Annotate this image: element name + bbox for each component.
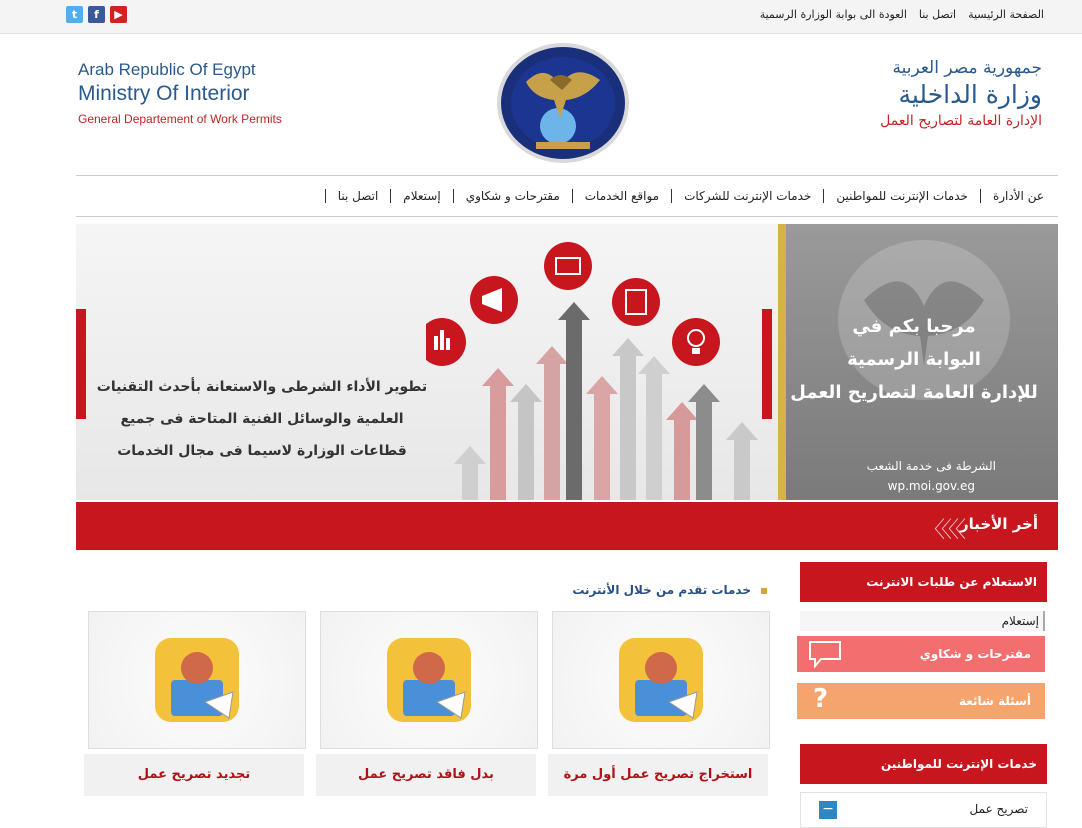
hero-text-line2: العلمية والوسائل الفنية المتاحة فى جميع — [120, 411, 404, 427]
contact-link[interactable]: اتصل بنا — [918, 8, 957, 21]
service-card-new[interactable] — [552, 611, 770, 797]
ar-ministry-name: وزارة الداخلية — [898, 80, 1042, 109]
nav-suggestions[interactable]: مقترحات و شكاوي — [453, 189, 572, 203]
nav-company-services[interactable]: خدمات الإنترنت للشركات — [671, 189, 823, 203]
nav-citizen-services[interactable]: خدمات الإنترنت للمواطنين — [823, 189, 980, 203]
suggestions-label: مقترحات و شكاوي — [919, 647, 1031, 661]
sidebar-tree-item-work-permit[interactable] — [800, 792, 1047, 828]
collapse-icon[interactable]: − — [819, 801, 837, 819]
en-ministry-name: Ministry Of Interior — [78, 82, 250, 105]
card-image — [552, 611, 770, 749]
chevrons-icon: 〈〈〈〈 — [922, 518, 962, 543]
nav-contact[interactable]: اتصل بنا — [325, 189, 391, 203]
site-header — [0, 34, 1082, 174]
online-services-title: خدمات تقدم من خلال الأنترنت — [572, 583, 767, 597]
ar-department-name: الإدارة العامة لتصاريح العمل — [880, 113, 1042, 129]
sidebar-suggestions-button[interactable] — [797, 636, 1045, 672]
welcome-line1: مرحبا بكم في — [852, 316, 976, 337]
youtube-icon[interactable]: ▶ — [110, 6, 127, 23]
sidebar-internet-inquiry-box[interactable]: الاستعلام عن طلبات الانترنت — [800, 562, 1047, 602]
facebook-icon[interactable]: f — [88, 6, 105, 23]
faq-label: أسئلة شائعة — [958, 694, 1031, 708]
service-card-lost[interactable] — [320, 611, 538, 797]
welcome-line3: للإدارة العامة لتصاريح العمل — [790, 382, 1038, 403]
hero-text-line1: تطوير الأداء الشرطى والاستعانة بأحدث التقنيات — [96, 379, 428, 395]
en-department-name: General Departement of Work Permits — [78, 112, 282, 126]
slider-prev-button[interactable] — [76, 309, 86, 419]
service-card-renew[interactable] — [88, 611, 306, 797]
card-image — [320, 611, 538, 749]
card-image — [88, 611, 306, 749]
twitter-icon[interactable]: t — [66, 6, 83, 23]
motto-text: الشرطة فى خدمة الشعب — [866, 459, 996, 473]
police-motto — [867, 456, 996, 496]
user-document-icon — [381, 632, 477, 728]
latest-news-bar — [76, 502, 1058, 550]
en-country-name: Arab Republic Of Egypt — [78, 60, 256, 79]
ministry-portal-link[interactable]: العودة الى بوابة الوزارة الرسمية — [759, 8, 907, 21]
social-links — [66, 6, 127, 23]
site-url: wp.moi.gov.eg — [887, 479, 976, 493]
main-nav — [76, 175, 1058, 217]
nav-inquiry[interactable]: إستعلام — [390, 189, 452, 203]
ar-country-name: جمهورية مصر العربية — [892, 58, 1042, 78]
sidebar-inquiry-item[interactable]: إستعلام — [800, 611, 1045, 631]
hero-text-line3: قطاعات الوزارة لاسيما فى مجال الخدمات — [117, 443, 407, 459]
question-mark-icon: ? — [813, 684, 829, 714]
sidebar-citizen-services-box[interactable]: خدمات الإنترنت للمواطنين — [800, 744, 1047, 784]
card-label[interactable]: بدل فاقد تصريح عمل — [316, 754, 536, 796]
welcome-message — [784, 310, 1044, 409]
top-bar — [0, 0, 1082, 34]
speech-bubble-icon — [807, 639, 843, 669]
top-links — [760, 8, 1044, 21]
arabic-title-block — [880, 58, 1042, 129]
user-document-icon — [613, 632, 709, 728]
nav-service-locations[interactable]: مواقع الخدمات — [572, 189, 671, 203]
hero-slider — [76, 224, 1058, 500]
card-label[interactable]: استخراج تصريح عمل أول مرة — [548, 754, 768, 796]
card-label[interactable]: تجديد تصريح عمل — [84, 754, 304, 796]
user-document-icon — [149, 632, 245, 728]
home-link[interactable]: الصفحة الرئيسية — [968, 8, 1044, 21]
latest-news-label[interactable]: أخر الأخبار — [959, 515, 1038, 533]
welcome-line2: البوابة الرسمية — [847, 349, 981, 370]
english-title-block — [78, 60, 282, 126]
slider-next-button[interactable] — [762, 309, 772, 419]
sidebar-faq-button[interactable] — [797, 683, 1045, 719]
tree-item-label: تصريح عمل — [969, 802, 1028, 816]
hero-description — [92, 371, 432, 467]
ministry-emblem-logo — [496, 42, 630, 164]
nav-about[interactable]: عن الأدارة — [980, 189, 1044, 203]
